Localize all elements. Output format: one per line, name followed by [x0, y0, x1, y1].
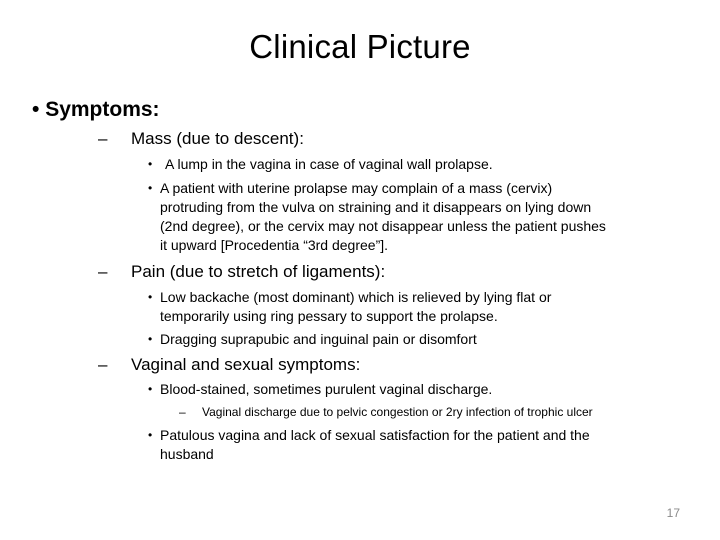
bullet: • — [32, 98, 40, 121]
sub-list-item-text: Vaginal discharge due to pelvic congestion or 2ry infection of trophic ulcer — [202, 405, 593, 419]
bullet: • — [148, 157, 153, 171]
sub-list-item — [179, 404, 593, 420]
dash: – — [98, 262, 108, 281]
page-number: 17 — [666, 506, 680, 520]
list-item-text: Blood-stained, sometimes purulent vaginal discharge. — [160, 381, 493, 397]
dash: – — [98, 355, 108, 374]
slide-title: Clinical Picture — [249, 28, 471, 65]
list-item — [148, 288, 552, 326]
list-item-line: Low backache (most dominant) which is relieved by lying flat or — [160, 289, 552, 305]
list-item-line: temporarily using ring pessary to support the prolapse. — [160, 308, 498, 324]
bullet: • — [148, 290, 153, 304]
section-heading-text: Vaginal and sexual symptoms: — [131, 355, 361, 374]
list-item — [148, 380, 493, 399]
bullet: • — [148, 382, 153, 396]
section-heading-text: Pain (due to stretch of ligaments): — [131, 262, 386, 281]
bullet: • — [148, 428, 153, 442]
list-item-line: (2nd degree), or the cervix may not disappear unless the patient pushes — [160, 218, 606, 234]
section-pain-heading — [98, 261, 386, 283]
symptoms-heading — [32, 97, 160, 123]
dash: – — [98, 129, 108, 148]
list-item-line: A patient with uterine prolapse may complain of a mass (cervix) — [160, 180, 553, 196]
symptoms-heading-text: Symptoms: — [45, 98, 160, 121]
bullet: • — [148, 181, 153, 195]
list-item-line: Patulous vagina and lack of sexual satisfaction for the patient and the — [160, 427, 590, 443]
list-item — [148, 426, 590, 464]
list-item-text: A lump in the vagina in case of vaginal wall prolapse. — [165, 156, 493, 172]
bullet: • — [148, 332, 153, 346]
section-heading-text: Mass (due to descent): — [131, 129, 304, 148]
list-item-line: it upward [Procedentia “3rd degree”]. — [160, 237, 389, 253]
list-item — [148, 155, 493, 174]
section-vaginal-heading — [98, 354, 361, 376]
list-item-text: Dragging suprapubic and inguinal pain or disomfort — [160, 331, 477, 347]
dash: – — [179, 405, 186, 419]
list-item — [148, 179, 606, 255]
list-item — [148, 330, 477, 349]
list-item-line: husband — [160, 446, 214, 462]
section-mass-heading — [98, 128, 304, 150]
list-item-line: protruding from the vulva on straining and it disappears on lying down — [160, 199, 592, 215]
